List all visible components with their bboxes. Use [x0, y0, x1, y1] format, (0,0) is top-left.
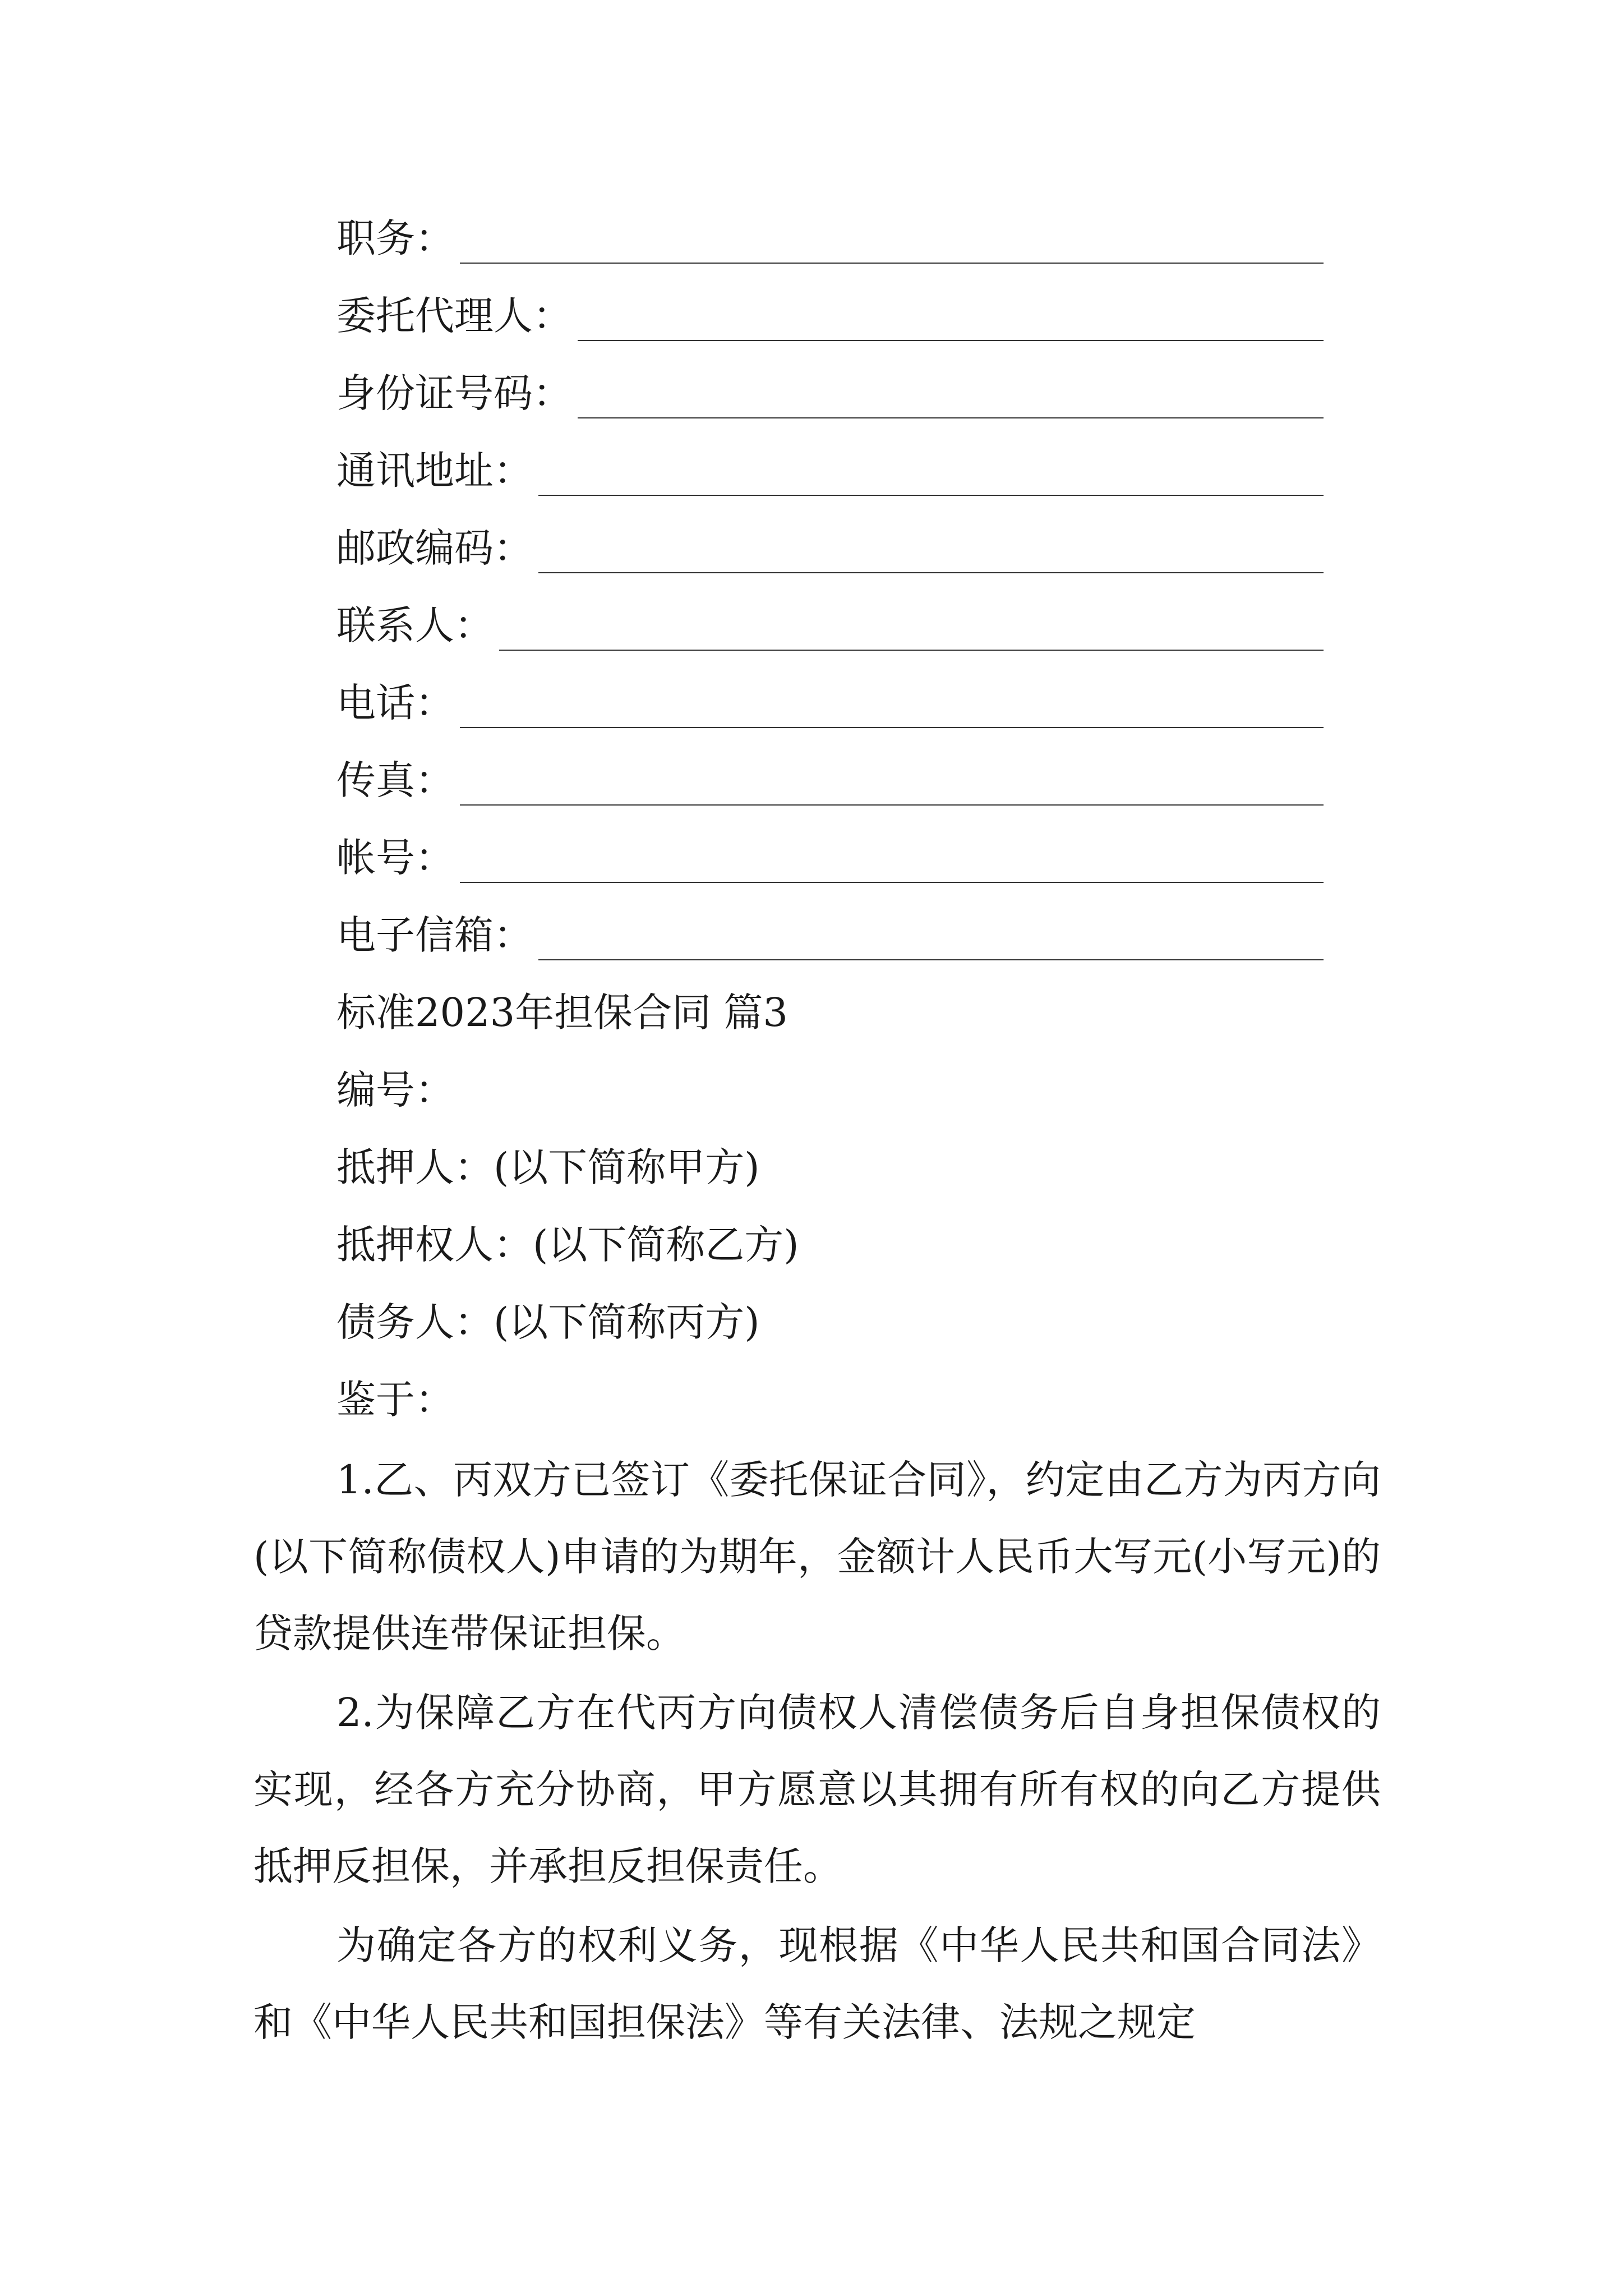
field-contact-person — [336, 595, 1324, 651]
fill-in-line — [578, 303, 1324, 341]
paragraph-2: 2.为保障乙方在代丙方向债权人清偿债务后自身担保债权的实现，经各方充分协商，甲方愿意以其拥有所有权的向乙方提供抵押反担保，并承担反担保责任。 — [253, 1690, 1381, 1889]
fill-in-line — [499, 613, 1324, 651]
field-id-number — [336, 362, 1324, 418]
mortgagee-line: 抵押权人：(以下简称乙方) — [336, 1222, 799, 1268]
field-agent — [336, 285, 1324, 341]
field-postal-code — [336, 517, 1324, 573]
field-label: 通讯地址： — [336, 448, 533, 494]
field-label: 职务： — [336, 215, 454, 261]
fill-in-line — [460, 767, 1324, 806]
fill-in-line — [460, 845, 1324, 883]
field-position — [336, 208, 1324, 264]
field-address — [336, 440, 1324, 496]
fill-in-line — [538, 922, 1324, 960]
fill-in-line — [538, 458, 1324, 496]
contract-number: 编号： — [336, 1067, 454, 1113]
field-label: 帐号： — [336, 835, 454, 881]
fill-in-line — [538, 535, 1324, 573]
field-label: 电话： — [336, 680, 454, 726]
field-label: 联系人： — [336, 602, 494, 648]
field-label: 邮政编码： — [336, 525, 533, 571]
field-fax — [336, 749, 1324, 806]
section-title: 标准2023年担保合同 篇3 — [336, 990, 788, 1036]
fill-in-line — [578, 380, 1324, 418]
paragraph-3: 为确定各方的权利义务，现根据《中华人民共和国合同法》和《中华人民共和国担保法》等有关法律、法规之规定 — [253, 1922, 1381, 2045]
field-email — [336, 904, 1324, 960]
field-account — [336, 827, 1324, 883]
debtor-line: 债务人：(以下简称丙方) — [336, 1299, 760, 1345]
field-label: 身份证号码： — [336, 370, 572, 416]
mortgagor-line: 抵押人：(以下简称甲方) — [336, 1144, 760, 1190]
fill-in-line — [460, 690, 1324, 728]
field-label: 电子信箱： — [336, 912, 533, 958]
field-label: 委托代理人： — [336, 293, 572, 339]
whereas-line: 鉴于： — [336, 1377, 454, 1423]
field-phone — [336, 672, 1324, 728]
paragraph-1: 1.乙、丙双方已签订《委托保证合同》，约定由乙方为丙方向(以下简称债权人)申请的为期年，金额计人民币大写元(小写元)的贷款提供连带保证担保。 — [253, 1457, 1381, 1657]
field-label: 传真： — [336, 757, 454, 803]
fill-in-line — [460, 226, 1324, 264]
